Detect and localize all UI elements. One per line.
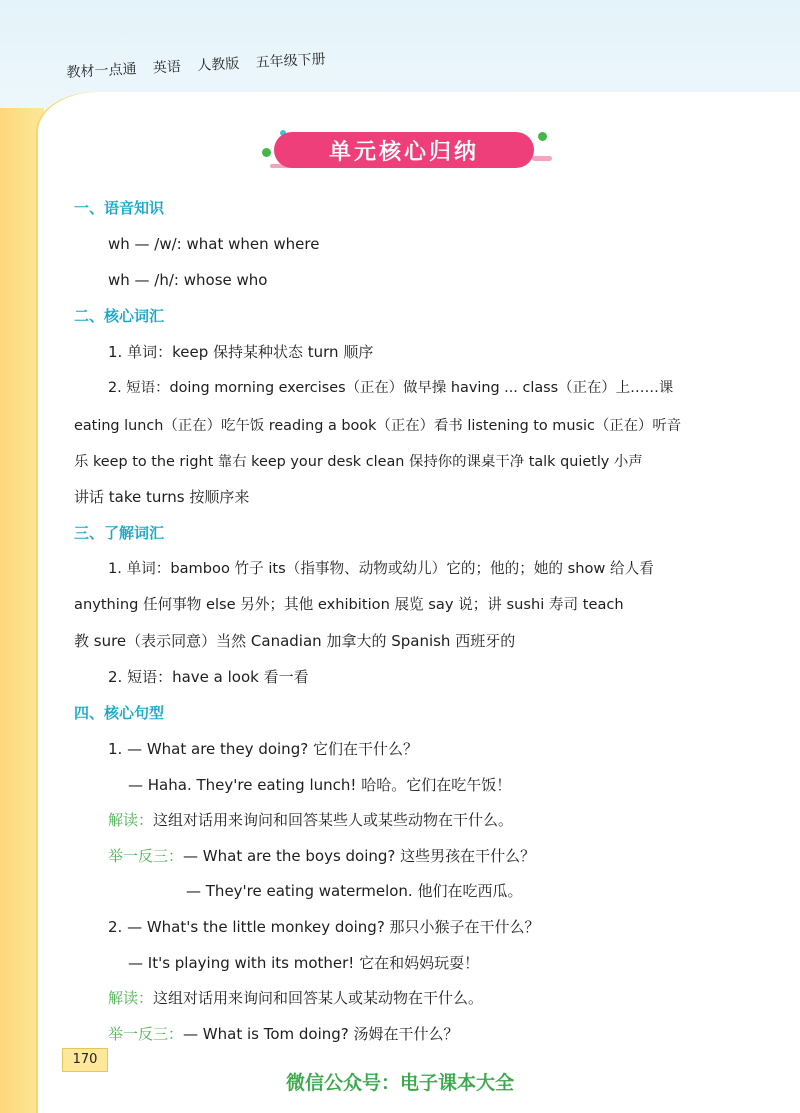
footer-watermark: 微信公众号：电子课本大全 [285, 1072, 514, 1094]
text-line: 教 sure（表示同意）当然 Canadian 加拿大的 Spanish 西班牙的 [74, 632, 516, 650]
text-line: 1. 单词：bamboo 竹子 its（指事物、动物或幼儿）它的；他的；她的 show 给人看 [108, 560, 654, 577]
section-heading: 二、核心词汇 [74, 307, 165, 325]
note-line [108, 988, 483, 1008]
page-title: 单元核心归纳 [274, 132, 534, 168]
header-edition: 人教版 [196, 55, 240, 75]
text-line: — It's playing with its mother! 它在和妈妈玩耍！ [128, 954, 480, 972]
note-label: 解读： [108, 989, 154, 1007]
text-line: 讲话 take turns 按顺序来 [74, 488, 250, 506]
note-text: 这组对话用来询问和回答某些人或某些动物在干什么。 [153, 811, 514, 829]
example-label: 举一反三： [108, 1025, 184, 1043]
example-line [108, 846, 535, 866]
page-number: 170 [62, 1048, 108, 1072]
text-line: 1. — What are they doing? 它们在干什么？ [108, 740, 418, 758]
note-label: 解读： [108, 811, 154, 829]
text-line: 2. — What's the little monkey doing? 那只小猴子在干什么？ [108, 918, 540, 936]
example-label: 举一反三： [108, 847, 184, 865]
note-text: 这组对话用来询问和回答某人或某动物在干什么。 [153, 989, 484, 1007]
header-book: 教材一点通 [66, 61, 137, 81]
text-line: 2. 短语：doing morning exercises（正在）做早操 having ... class（正在）上……课 [108, 380, 674, 396]
text-line: anything 任何事物 else 另外；其他 exhibition 展览 say 说；讲 sushi 寿司 teach [74, 596, 624, 613]
text-line: eating lunch（正在）吃午饭 reading a book（正在）看书 listening to music（正在）听音 [74, 418, 682, 434]
text-line: — They're eating watermelon. 他们在吃西瓜。 [186, 882, 523, 900]
text-line: — Haha. They're eating lunch! 哈哈。它们在吃午饭！ [128, 776, 512, 794]
section-heading: 三、了解词汇 [74, 524, 165, 542]
header-subject: 英语 [152, 59, 182, 77]
header-grade: 五年级下册 [255, 51, 326, 72]
text-line: wh — /h/: whose who [108, 271, 268, 289]
text-line: 2. 短语：have a look 看一看 [108, 668, 309, 686]
example-text: — What are the boys doing? 这些男孩在干什么？ [183, 847, 536, 865]
section-heading: 四、核心句型 [74, 704, 165, 722]
example-text: — What is Tom doing? 汤姆在干什么？ [183, 1025, 459, 1043]
section-heading: 一、语音知识 [74, 199, 165, 217]
text-line: wh — /w/: what when where [108, 235, 320, 253]
note-line [108, 810, 513, 830]
example-line [108, 1024, 459, 1044]
text-line: 乐 keep to the right 靠右 keep your desk clean 保持你的课桌干净 talk quietly 小声 [74, 454, 643, 470]
text-line: 1. 单词：keep 保持某种状态 turn 顺序 [108, 343, 374, 361]
